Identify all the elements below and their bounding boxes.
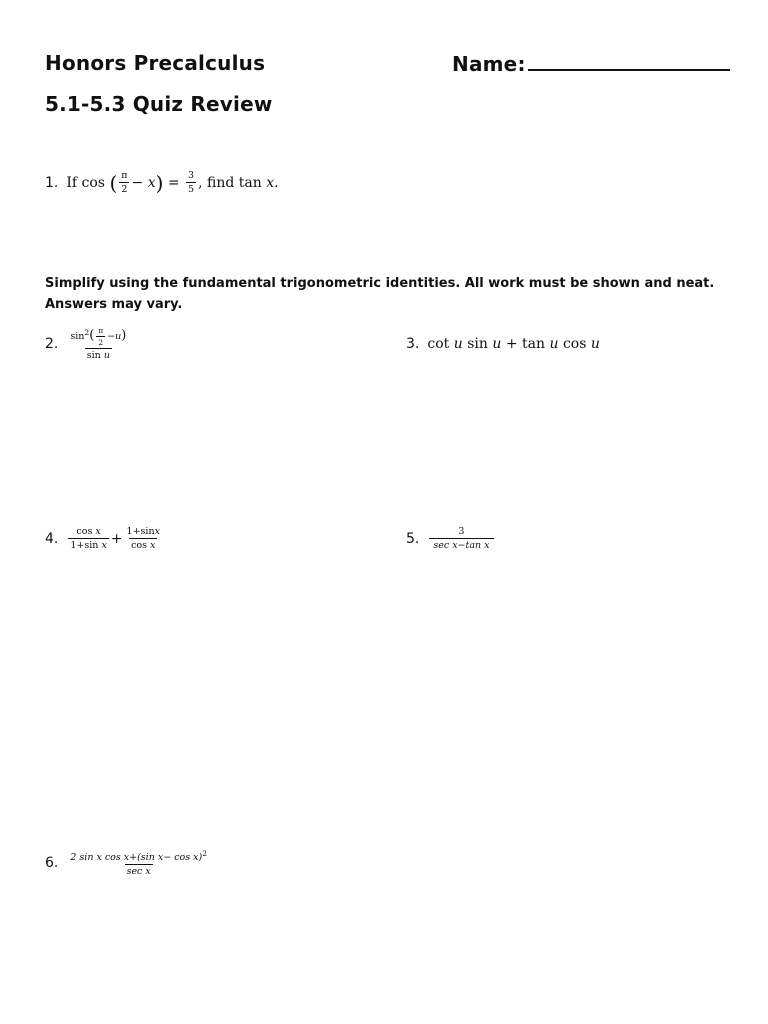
cos-fn: cos <box>562 336 587 352</box>
equals-sign: = <box>167 174 180 191</box>
one-plus-sin: 1+sin <box>126 526 155 537</box>
x-variable: x <box>101 540 107 551</box>
numerator <box>68 849 209 864</box>
find-text: , find <box>198 174 235 191</box>
paren-close: ) <box>121 328 127 343</box>
u-variable: u <box>103 350 110 361</box>
expression <box>68 849 209 877</box>
exponent: 2 <box>84 327 90 337</box>
problem-number: 2. <box>45 335 59 352</box>
u-variable: u <box>549 336 559 352</box>
one-plus-sin: 1+sin <box>70 540 99 551</box>
instructions-line-2: Answers may vary. <box>45 297 183 312</box>
denominator <box>129 538 157 551</box>
problem-3 <box>406 336 600 352</box>
denominator <box>68 538 108 551</box>
page-title: 5.1-5.3 Quiz Review <box>45 92 273 116</box>
cos-fn: cos <box>81 174 105 191</box>
problem-number: 1. <box>45 174 59 191</box>
instructions <box>45 273 714 315</box>
problem-4 <box>45 526 164 551</box>
exponent: 2 <box>202 849 207 858</box>
x-variable: x <box>154 526 160 537</box>
problem-number: 5. <box>406 530 420 547</box>
paren-open: ( <box>89 328 95 343</box>
tan-fn: tan <box>238 174 262 191</box>
numerator: 3 <box>458 526 465 537</box>
pi-over-2 <box>119 170 129 195</box>
plus-sign: + <box>110 530 123 547</box>
denominator <box>125 864 153 877</box>
tan-fn: tan <box>522 336 546 352</box>
plus-sign: + <box>505 336 518 352</box>
x-variable: x <box>95 526 101 537</box>
three-fifths <box>186 170 196 195</box>
numerator <box>74 526 102 538</box>
x-variable: x <box>150 540 156 551</box>
minus-u: −u <box>107 331 122 342</box>
problem-number: 3. <box>406 336 420 352</box>
numerator: 3 <box>188 170 195 181</box>
u-variable: u <box>492 336 502 352</box>
cot-fn: cot <box>427 336 450 352</box>
sin-fn: sin <box>467 336 488 352</box>
fraction-1 <box>68 526 108 551</box>
paren-open: ( <box>109 170 118 195</box>
numerator <box>125 526 162 538</box>
course-title: Honors Precalculus <box>45 51 266 75</box>
numerator: π <box>121 170 128 181</box>
name-label: Name: <box>452 52 526 76</box>
name-blank-line[interactable] <box>528 51 730 71</box>
problem-2 <box>45 326 130 361</box>
cos-fn: cos <box>131 540 147 551</box>
problem-5 <box>406 526 496 551</box>
problem-number: 6. <box>45 855 59 872</box>
cos-fn: cos <box>76 526 93 537</box>
denominator: 2 <box>98 338 104 347</box>
problem-number: 4. <box>45 530 59 547</box>
denominator-text: sec x−tan x <box>433 540 490 551</box>
pi-over-2 <box>96 326 105 347</box>
numerator <box>68 326 128 348</box>
x-variable: x. <box>266 174 279 191</box>
minus-x: − x <box>131 174 156 191</box>
name-field[interactable] <box>452 51 730 76</box>
denominator: 5 <box>188 184 195 195</box>
u-variable: u <box>590 336 600 352</box>
expression <box>429 526 493 551</box>
denominator: 2 <box>121 184 128 195</box>
paren-close: ) <box>155 170 164 195</box>
expression <box>68 326 128 361</box>
denominator <box>85 348 112 361</box>
denominator-text: sec x <box>126 866 151 878</box>
denominator <box>429 538 493 551</box>
if-text: If <box>66 174 78 191</box>
sin-fn: sin <box>86 350 101 361</box>
fraction-2 <box>125 526 162 551</box>
sin-fn: sin <box>70 331 85 342</box>
numerator: π <box>98 326 104 335</box>
u-variable: u <box>453 336 463 352</box>
problem-1 <box>45 170 279 195</box>
problem-6 <box>45 849 211 877</box>
instructions-line-1: Simplify using the fundamental trigonometric identities. All work must be shown and neat. <box>45 276 715 291</box>
numerator-text: 2 sin x cos x+(sin x− cos x) <box>70 852 203 864</box>
